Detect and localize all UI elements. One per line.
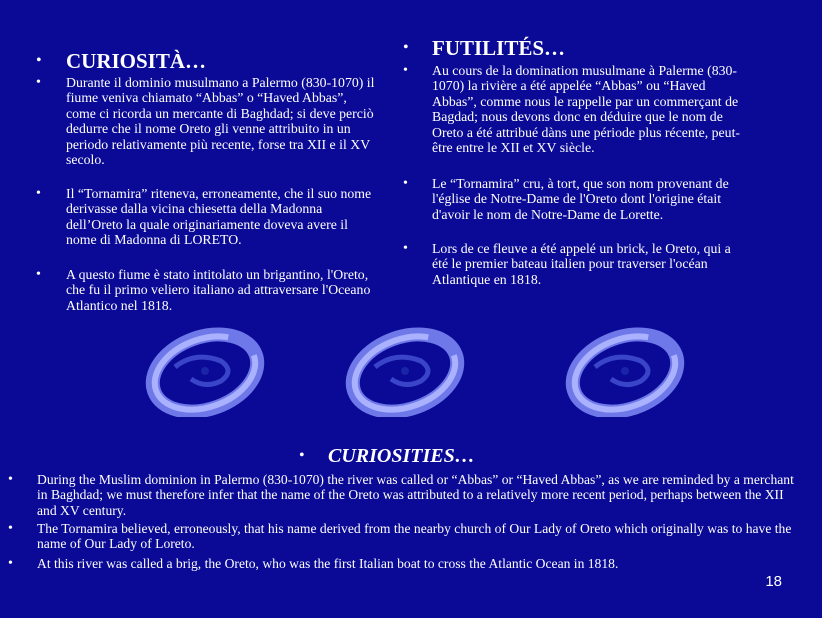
english-item-3: At this river was called a brig, the Oreto, who was the first Italian boat to cross the Atlantic Ocean in 1818.	[37, 556, 619, 571]
swirl-icon	[335, 327, 475, 417]
bullet-icon: •	[403, 63, 408, 78]
bullet-icon: •	[403, 176, 408, 191]
french-item-3: Lors de ce fleuve a été appelé un brick, le Oreto, qui a été le premier bateau italien pour traverser l'océan Atlantique en 1818.	[432, 241, 731, 287]
bullet-icon: •	[36, 75, 41, 90]
swirl-icon	[555, 327, 695, 417]
bullet-icon: •	[36, 186, 41, 201]
page-number: 18	[765, 573, 782, 590]
italian-item-3: A questo fiume è stato intitolato un brigantino, l'Oreto, che fu il primo veliero italiano ad attraversare l'Oceano Atlantico nel 1818.	[66, 267, 371, 313]
bullet-icon: •	[36, 267, 41, 282]
italian-item-1: Durante il dominio musulmano a Palermo (830-1070) il fiume veniva chiamato “Abbas” o “Haved Abbas”, come ci ricorda un mercante di Baghdad; si deve perciò dedurre che il nome Oreto gli venne attribuito in un periodo relativamente più recente, forse tra XII e il XV secolo.	[66, 75, 375, 168]
french-heading: FUTILITÉS…	[432, 36, 566, 60]
english-heading: CURIOSITIES…	[328, 445, 475, 467]
bullet-icon: •	[299, 447, 305, 464]
bullet-icon: •	[8, 472, 13, 487]
bullet-icon: •	[36, 52, 42, 69]
english-item-2: The Tornamira believed, erroneously, that his name derived from the nearby church of Our Lady of Oreto which originally was to have the name of Our Lady of Loreto.	[37, 521, 792, 552]
bullet-icon: •	[403, 39, 409, 56]
swirl-icon	[135, 327, 275, 417]
french-item-2: Le “Tornamira” cru, à tort, que son nom provenant de l'église de Notre-Dame de l'Oreto dont l'origine était d'avoir le nom de Notre-Dame de Lorette.	[432, 176, 729, 222]
bullet-icon: •	[8, 556, 13, 571]
english-item-1: During the Muslim dominion in Palermo (830-1070) the river was called or “Abbas” or “Haved Abbas”, as we are reminded by a merchant in Baghdad; we must therefore infer that the name of the Oreto was attributed to a relatively more recent period, perhaps between the XII and XV century.	[37, 472, 794, 518]
bullet-icon: •	[8, 521, 13, 536]
bullet-icon: •	[403, 241, 408, 256]
italian-item-2: Il “Tornamira” riteneva, erroneamente, che il suo nome derivasse dalla vicina chiesetta della Madonna dell’Oreto la quale originariamente doveva avere il nome di Madonna di LORETO.	[66, 186, 372, 248]
french-item-1: Au cours de la domination musulmane à Palerme (830-1070) la rivière a été appelée “Abbas” ou “Haved Abbas”, comme nous le rappelle par un commerçant de Bagdad; nous devons donc en déduire que le nom de Oreto a été attribué dàns une période plus récente, peut-être entre le XII et XV siècle.	[432, 63, 740, 156]
italian-heading: CURIOSITÀ…	[66, 49, 207, 73]
